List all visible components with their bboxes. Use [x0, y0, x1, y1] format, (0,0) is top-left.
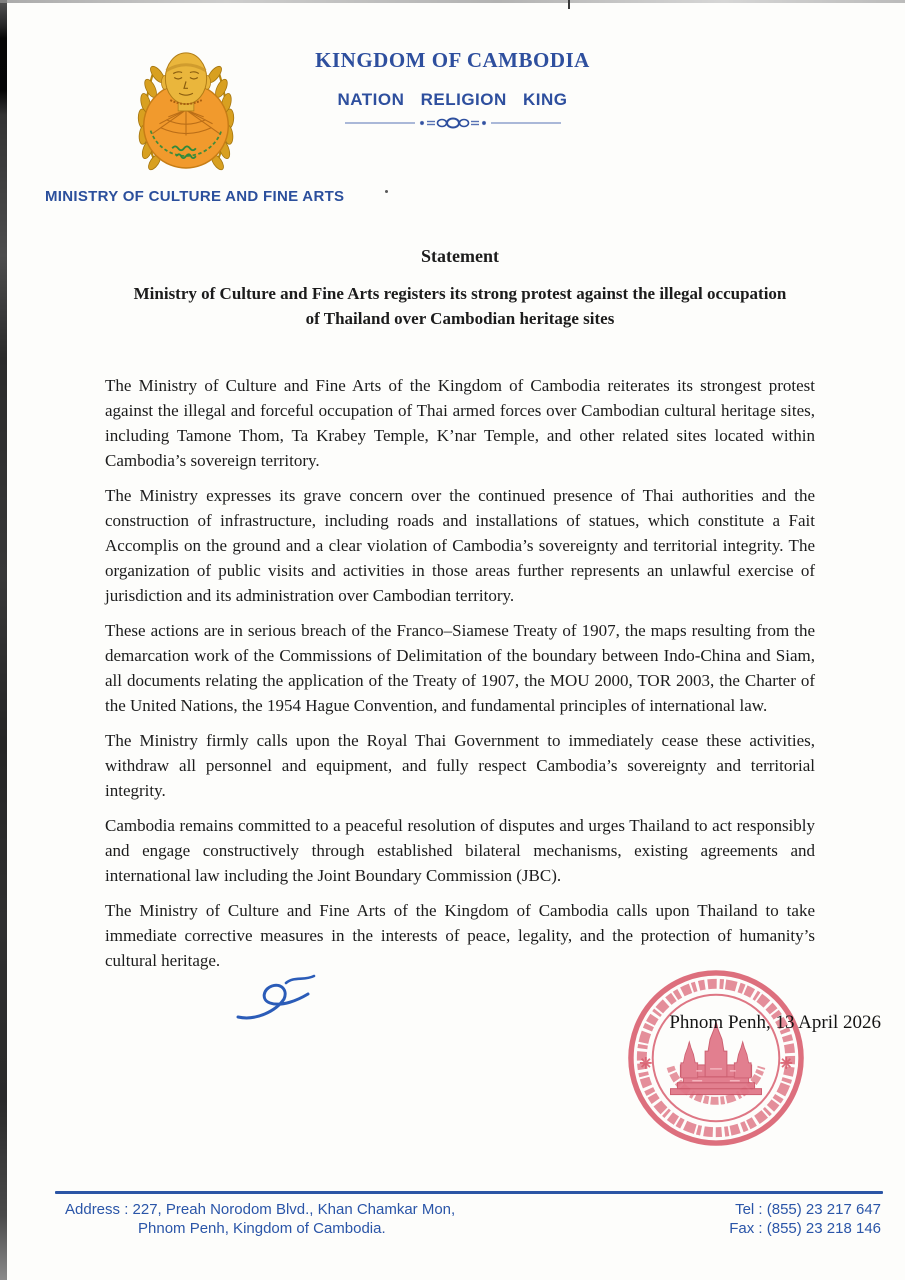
paragraph-5: Cambodia remains committed to a peaceful resolution of disputes and urges Thailand to act responsibly and engage constructively through established bilateral mechanisms, existing agreements and international law including the Joint Boundary Commission (JBC).	[105, 816, 815, 885]
ornamental-divider-icon	[0, 116, 905, 135]
footer-address-line1: Address : 227, Preah Norodom Blvd., Khan Chamkar Mon,	[65, 1201, 456, 1218]
paragraph-4: The Ministry firmly calls upon the Royal Thai Government to immediately cease these activities, withdraw all personnel and equipment, and fully respect Cambodia’s sovereignty and territorial integrity.	[105, 731, 815, 800]
statement-title-line1: Ministry of Culture and Fine Arts registers its strong protest against the illegal occupation	[133, 284, 787, 303]
dateline: Phnom Penh, 13 April 2026	[669, 1012, 881, 1033]
footer-address-line2: Phnom Penh, Kingdom of Cambodia.	[138, 1220, 386, 1237]
footer-address	[65, 1200, 455, 1238]
kingdom-title: KINGDOM OF CAMBODIA	[315, 48, 590, 72]
paragraph-2: The Ministry expresses its grave concern over the continued presence of Thai authorities and the construction of infrastructure, including roads and installations of statues, which constitute a Fait Accomplis on the ground and a clear violation of Cambodia’s sovereignty and territorial integrity. The organization of public visits and activities in those areas further represents an unlawful exercise of jurisdiction and its administration over Cambodian territory.	[105, 486, 815, 605]
signature-mark	[228, 973, 350, 1025]
footer-contact	[729, 1200, 881, 1238]
statement-body	[105, 246, 815, 983]
footer-divider	[55, 1191, 883, 1194]
footer-fax: Fax : (855) 23 218 146	[729, 1220, 881, 1237]
paragraph-6: The Ministry of Culture and Fine Arts of the Kingdom of Cambodia calls upon Thailand to take immediate corrective measures in the interests of peace, legality, and the protection of humanity’s cultural heritage.	[105, 901, 815, 970]
scan-edge-top	[0, 0, 905, 3]
ministry-name: MINISTRY OF CULTURE AND FINE ARTS	[45, 188, 345, 205]
statement-title	[105, 281, 815, 331]
paragraph-1: The Ministry of Culture and Fine Arts of the Kingdom of Cambodia reiterates its strongest protest against the illegal and forceful occupation of Thai armed forces over Cambodian cultural heritage sites, including Tamone Thom, Ta Krabey Temple, K’nar Temple, and other related sites located within Cambodia’s sovereign territory.	[105, 376, 815, 470]
motto-line: NATION RELIGION KING	[337, 90, 568, 109]
scan-edge-left	[0, 0, 7, 1280]
angkor-seal-icon	[626, 968, 806, 1148]
scan-artifact-tick	[568, 0, 570, 9]
official-red-stamp	[626, 968, 806, 1148]
paragraph-3: These actions are in serious breach of the Franco–Siamese Treaty of 1907, the maps resulting from the demarcation work of the Commissions of Delimitation of the boundary between Indo-China and Siam, all documents relating the application of the Treaty of 1907, the MOU 2000, TOR 2003, the Charter of the United Nations, the 1954 Hague Convention, and fundamental principles of international law.	[105, 621, 815, 715]
footer-tel: Tel : (855) 23 217 647	[735, 1201, 881, 1218]
scan-artifact-speck	[385, 190, 388, 193]
statement-heading: Statement	[421, 246, 499, 266]
handwritten-initial-icon	[228, 973, 350, 1025]
letterhead	[0, 48, 905, 135]
statement-title-line2: of Thailand over Cambodian heritage sites	[305, 309, 615, 328]
